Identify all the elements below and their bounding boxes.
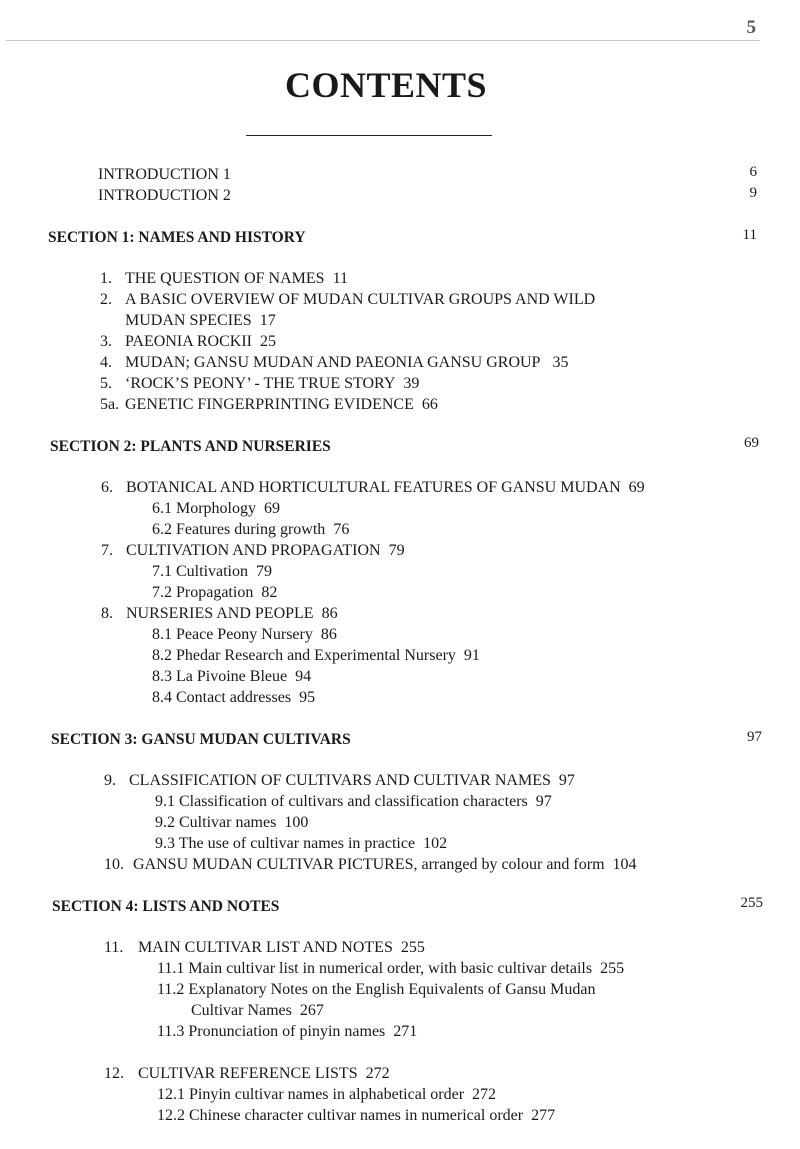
toc-entry[interactable]: 4. MUDAN; GANSU MUDAN AND PAEONIA GANSU GROUP 35	[100, 354, 569, 371]
section-heading-2[interactable]: SECTION 2: PLANTS AND NURSERIES	[50, 438, 331, 455]
toc-subentry[interactable]: 8.1 Peace Peony Nursery 86	[152, 626, 337, 643]
toc-subentry[interactable]: 12.1 Pinyin cultivar names in alphabetical order 272	[157, 1086, 497, 1103]
section-heading-3[interactable]: SECTION 3: GANSU MUDAN CULTIVARS	[51, 731, 351, 748]
page-number: 5	[746, 17, 756, 38]
title-underline	[246, 135, 492, 136]
toc-subentry[interactable]: 6.1 Morphology 69	[152, 500, 280, 517]
toc-subentry[interactable]: 9.3 The use of cultivar names in practice 102	[155, 835, 448, 852]
section-heading-4[interactable]: SECTION 4: LISTS AND NOTES	[52, 898, 280, 915]
toc-subentry[interactable]: 8.3 La Pivoine Bleue 94	[152, 668, 312, 685]
toc-entry[interactable]: 3. PAEONIA ROCKII 25	[100, 333, 276, 350]
page-title: CONTENTS	[284, 65, 488, 105]
toc-page-introduction-2: 9	[749, 185, 757, 201]
toc-entry[interactable]: 5. ‘ROCK’S PEONY’ - THE TRUE STORY 39	[100, 375, 420, 392]
toc-subentry-continuation[interactable]: Cultivar Names 267	[191, 1002, 324, 1019]
toc-entry[interactable]: 10. GANSU MUDAN CULTIVAR PICTURES, arranged by colour and form 104	[104, 856, 637, 873]
toc-entry-continuation[interactable]: MUDAN SPECIES 17	[125, 312, 276, 329]
toc-subentry[interactable]: 9.2 Cultivar names 100	[155, 814, 309, 831]
header-rule	[6, 40, 760, 41]
toc-subentry[interactable]: 11.2 Explanatory Notes on the English Equivalents of Gansu Mudan	[157, 981, 596, 998]
toc-subentry[interactable]: 6.2 Features during growth 76	[152, 521, 350, 538]
toc-entry[interactable]: 12. CULTIVAR REFERENCE LISTS 272	[104, 1065, 390, 1082]
toc-subentry[interactable]: 12.2 Chinese character cultivar names in numerical order 277	[157, 1107, 556, 1124]
toc-entry-introduction-2[interactable]: INTRODUCTION 2	[98, 187, 231, 204]
toc-subentry[interactable]: 11.3 Pronunciation of pinyin names 271	[157, 1023, 418, 1040]
toc-entry[interactable]: 5a. GENETIC FINGERPRINTING EVIDENCE 66	[100, 396, 438, 413]
toc-subentry[interactable]: 8.2 Phedar Research and Experimental Nursery 91	[152, 647, 480, 664]
toc-subentry[interactable]: 11.1 Main cultivar list in numerical order, with basic cultivar details 255	[157, 960, 625, 977]
toc-entry[interactable]: 2. A BASIC OVERVIEW OF MUDAN CULTIVAR GROUPS AND WILD	[100, 291, 596, 308]
toc-entry[interactable]: 6. BOTANICAL AND HORTICULTURAL FEATURES OF GANSU MUDAN 69	[101, 479, 645, 496]
section-heading-1[interactable]: SECTION 1: NAMES AND HISTORY	[48, 229, 306, 246]
toc-subentry[interactable]: 7.1 Cultivation 79	[152, 563, 272, 580]
toc-entry[interactable]: 1. THE QUESTION OF NAMES 11	[100, 270, 348, 287]
toc-subentry[interactable]: 9.1 Classification of cultivars and classification characters 97	[155, 793, 552, 810]
section-page-4: 255	[740, 895, 763, 911]
toc-entry-introduction-1[interactable]: INTRODUCTION 1	[98, 166, 231, 183]
toc-entry[interactable]: 9. CLASSIFICATION OF CULTIVARS AND CULTIVAR NAMES 97	[104, 772, 575, 789]
toc-page-introduction-1: 6	[749, 164, 757, 180]
section-page-1: 11	[742, 227, 757, 243]
toc-subentry[interactable]: 7.2 Propagation 82	[152, 584, 278, 601]
section-page-2: 69	[744, 435, 759, 451]
toc-entry[interactable]: 11. MAIN CULTIVAR LIST AND NOTES 255	[104, 939, 425, 956]
section-page-3: 97	[747, 729, 762, 745]
toc-entry[interactable]: 7. CULTIVATION AND PROPAGATION 79	[101, 542, 405, 559]
toc-entry[interactable]: 8. NURSERIES AND PEOPLE 86	[101, 605, 338, 622]
toc-subentry[interactable]: 8.4 Contact addresses 95	[152, 689, 316, 706]
